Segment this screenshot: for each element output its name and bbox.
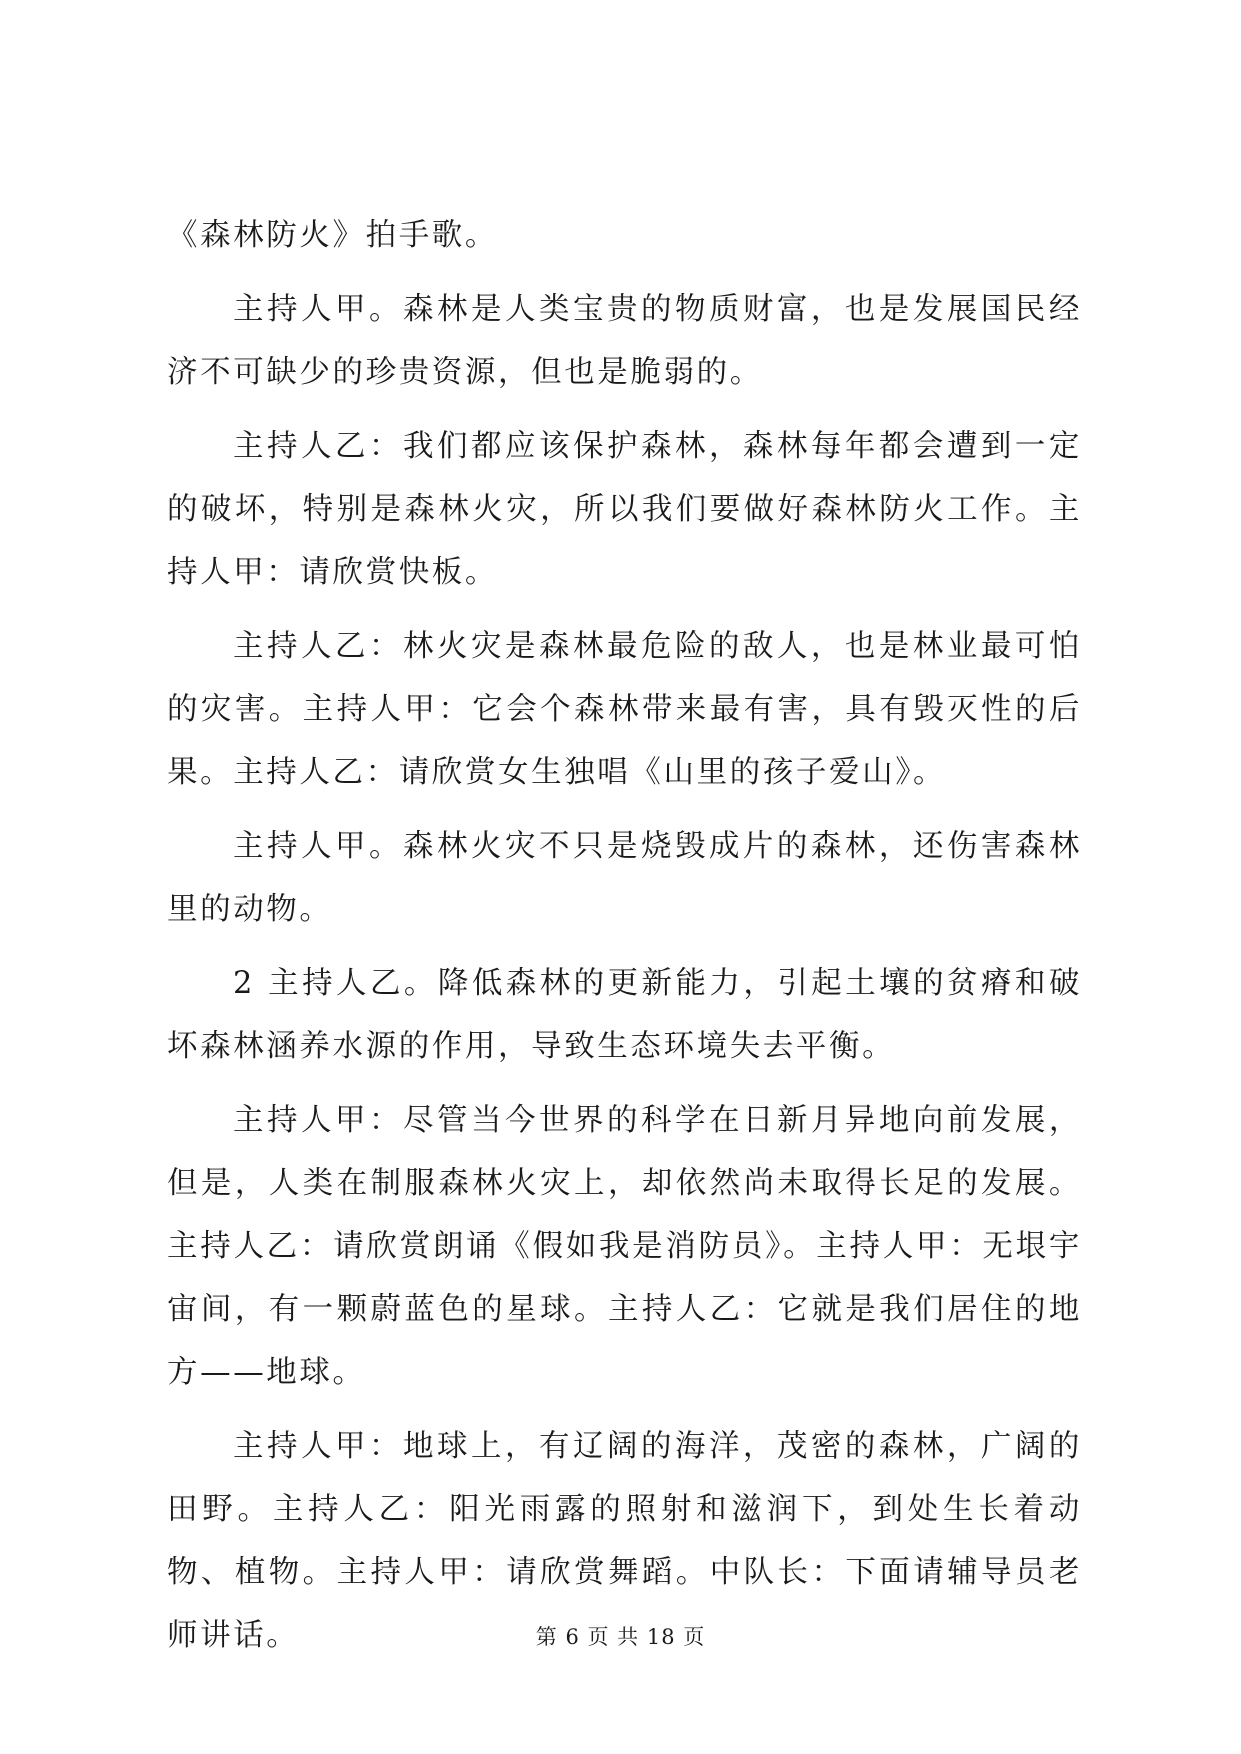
paragraph: 2 主持人乙。降低森林的更新能力，引起土壤的贫瘠和破坏森林涵养水源的作用，导致生态环境失去平衡。: [167, 966, 1082, 1064]
paragraph: 主持人乙：林火灾是森林最危险的敌人，也是林业最可怕的灾害。主持人甲：它会个森林带来最有害，具有毁灭性的后果。主持人乙：请欣赏女生独唱《山里的孩子爱山》。: [167, 629, 1082, 790]
paragraph: 主持人甲：尽管当今世界的科学在日新月异地向前发展，但是，人类在制服森林火灾上，却依然尚未取得长足的发展。主持人乙：请欣赏朗诵《假如我是消防员》。主持人甲：无垠宇宙间，有一颗蔚蓝色的星球。主持人乙：它就是我们居住的地方——地球。: [167, 1103, 1082, 1390]
page-number-footer: 第 6 页 共 18 页: [535, 1625, 706, 1649]
paragraph: 《森林防火》拍手歌。: [167, 218, 498, 253]
paragraph: 主持人乙：我们都应该保护森林，森林每年都会遭到一定的破坏，特别是森林火灾，所以我们要做好森林防火工作。主持人甲：请欣赏快板。: [167, 429, 1082, 590]
paragraph: 主持人甲。森林火灾不只是烧毁成片的森林，还伤害森林里的动物。: [167, 829, 1082, 927]
document-body: [167, 204, 1082, 1678]
paragraph: 主持人甲：地球上，有辽阔的海洋，茂密的森林，广阔的田野。主持人乙：阳光雨露的照射和滋润下，到处生长着动物、植物。主持人甲：请欣赏舞蹈。中队长：下面请辅导员老师讲话。: [167, 1429, 1082, 1653]
paragraph: 主持人甲。森林是人类宝贵的物质财富，也是发展国民经济不可缺少的珍贵资源，但也是脆弱的。: [167, 292, 1082, 390]
